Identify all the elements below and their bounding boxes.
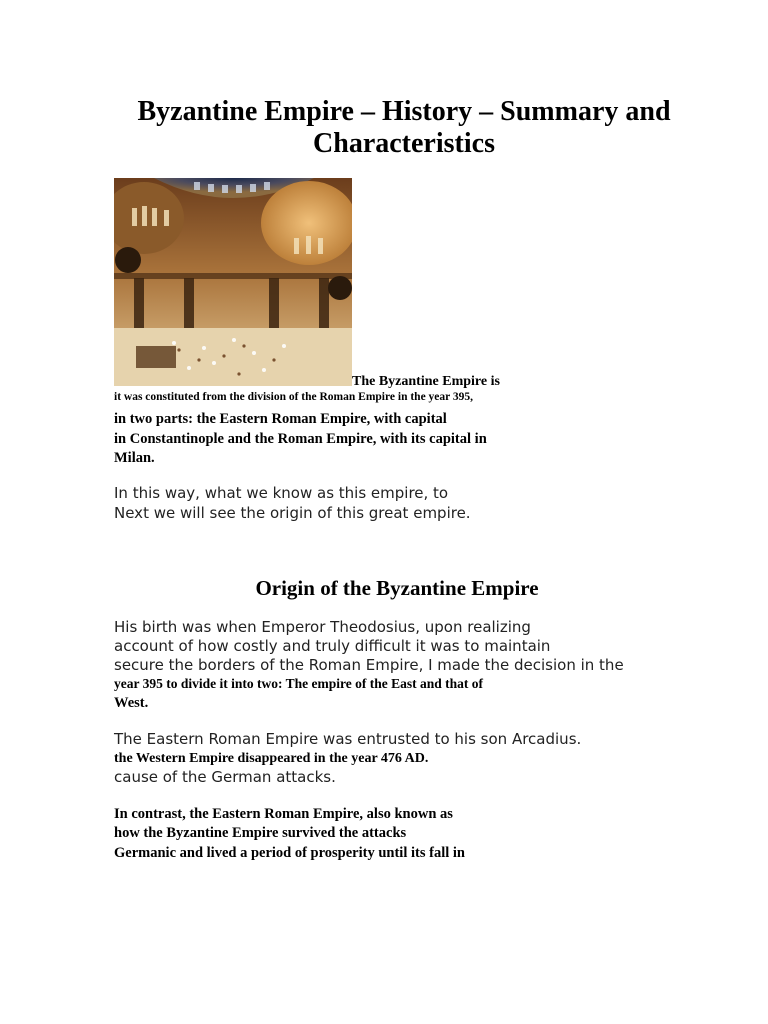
- para2-line-1: In this way, what we know as this empire, to: [114, 484, 449, 502]
- para5-line-3: Germanic and lived a period of prosperity until its fall in: [114, 845, 465, 861]
- intro-line-1: The Byzantine Empire is: [352, 374, 500, 389]
- para4-line-1: The Eastern Roman Empire was entrusted to his son Arcadius.: [114, 730, 582, 748]
- para3-line-2: account of how costly and truly difficult it was to maintain: [114, 637, 551, 655]
- para2-line-2: Next we will see the origin of this great empire.: [114, 504, 471, 522]
- para5-line-1: In contrast, the Eastern Roman Empire, also known as: [114, 806, 453, 822]
- document-title: [60, 96, 748, 160]
- title-line-1: Byzantine Empire – History – Summary and: [137, 96, 671, 127]
- title-line-2: Characteristics: [313, 128, 495, 159]
- para4-line-2: the Western Empire disappeared in the year 476 AD.: [114, 751, 429, 766]
- section-heading: Origin of the Byzantine Empire: [255, 576, 539, 600]
- hagia-sophia-photo: [114, 178, 352, 386]
- para3-line-5: West.: [114, 695, 149, 711]
- para3-line-4: year 395 to divide it into two: The empire of the East and that of: [114, 676, 483, 691]
- intro-line-5: Milan.: [114, 450, 155, 466]
- para5-line-2: how the Byzantine Empire survived the attacks: [114, 825, 407, 841]
- para4-line-3: cause of the German attacks.: [114, 768, 336, 786]
- intro-line-3: in two parts: the Eastern Roman Empire, with capital: [114, 411, 447, 427]
- intro-line-4: in Constantinople and the Roman Empire, with its capital in: [114, 431, 487, 447]
- para3-line-3: secure the borders of the Roman Empire, I made the decision in the: [114, 656, 624, 674]
- intro-line-2: it was constituted from the division of the Roman Empire in the year 395,: [114, 391, 474, 403]
- hagia-sophia-interior-icon: [114, 178, 352, 386]
- para3-line-1: His birth was when Emperor Theodosius, upon realizing: [114, 618, 531, 636]
